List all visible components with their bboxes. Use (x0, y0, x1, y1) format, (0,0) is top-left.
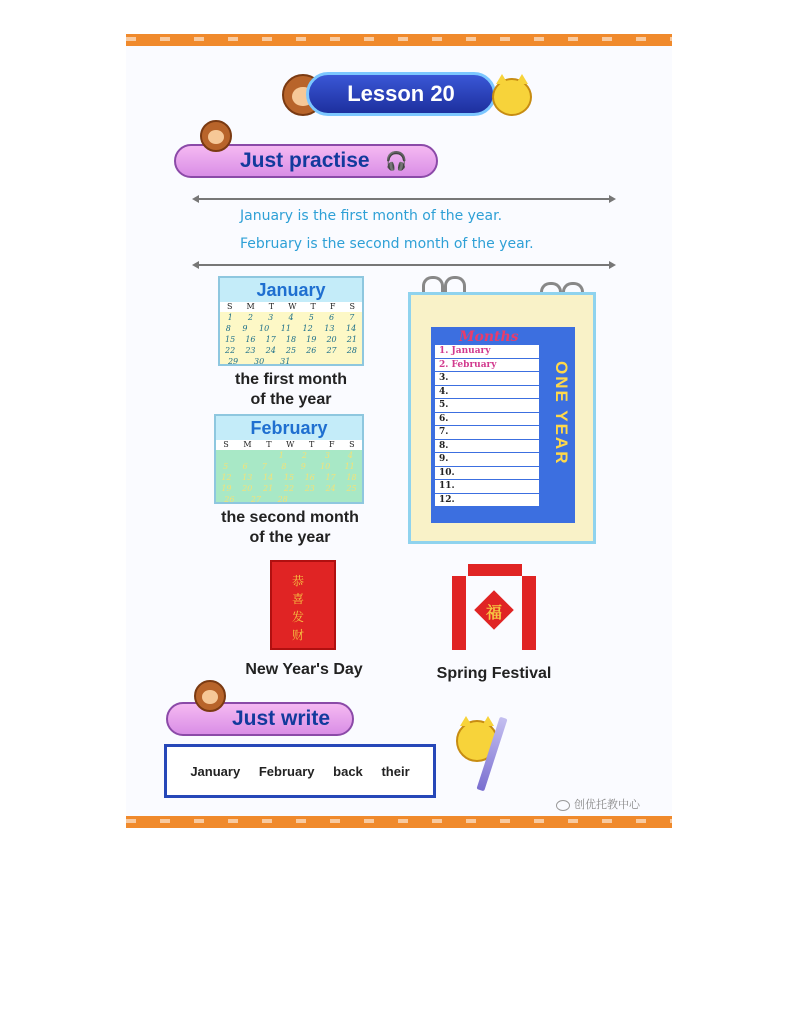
calendar-week: 1 2 3 4 (278, 451, 353, 460)
month-row: 6. (435, 413, 539, 427)
word-january: January (190, 763, 241, 779)
february-calendar (214, 414, 364, 504)
one-year-board (408, 292, 596, 544)
month-row: 11. (435, 480, 539, 494)
month-row: 4. (435, 386, 539, 400)
calendar-week: 5 6 7 8 9 10 11 (223, 462, 355, 471)
calendar-week: 22 23 24 25 26 27 28 (225, 346, 357, 355)
sentence-january: January is the first month of the year. (240, 208, 503, 224)
january-calendar-title: January (220, 278, 362, 302)
month-row: 7. (435, 426, 539, 440)
red-envelope-image: 恭 喜 发 财 (270, 560, 336, 650)
weekday-header: S M T W T F S (220, 302, 362, 312)
calendar-week: 12 13 14 15 16 17 18 (221, 473, 357, 482)
january-calendar (218, 276, 364, 366)
month-row: 3. (435, 372, 539, 386)
headphones-icon: 🎧 (385, 151, 408, 171)
february-calendar-title: February (216, 416, 362, 440)
calendar-week: 15 16 17 18 19 20 21 (225, 335, 357, 344)
just-write-label: Just write (232, 707, 331, 730)
cat-mascot-icon (492, 78, 532, 116)
month-row: 5. (435, 399, 539, 413)
new-years-day-label: New Year's Day (245, 661, 363, 678)
word-back: back (333, 763, 363, 779)
word-box (164, 744, 436, 798)
january-caption: the first month of the year (235, 371, 347, 408)
lesson-title: Lesson 20 (306, 72, 496, 116)
month-row: 12. (435, 494, 539, 508)
just-practise-label: Just practise (240, 149, 370, 172)
one-year-vertical-label: ONE YEAR (552, 361, 571, 466)
bottom-rule (198, 264, 610, 266)
calendar-week: 19 20 21 22 23 24 25 (221, 484, 357, 493)
word-february: February (258, 763, 315, 779)
textbook-page (126, 34, 672, 828)
word-their: their (381, 763, 410, 779)
top-decorative-band (126, 34, 672, 46)
top-rule (198, 198, 610, 200)
calendar-week: 26 27 28 (224, 495, 288, 504)
calendar-week: 29 30 31 (227, 357, 291, 366)
bottom-decorative-band (126, 816, 672, 828)
month-row: 8. (435, 440, 539, 454)
spring-festival-label: Spring Festival (436, 665, 552, 682)
spring-couplets-image: 福 (452, 564, 538, 652)
months-panel (431, 327, 575, 523)
calendar-week: 1 2 3 4 5 6 7 (227, 313, 355, 322)
months-list (435, 345, 539, 507)
month-row: 1. January (435, 345, 539, 359)
month-row: 9. (435, 453, 539, 467)
just-write-heading (166, 702, 354, 736)
month-row: 2. February (435, 359, 539, 373)
weekday-header: S M T W T F S (216, 440, 362, 450)
calendar-week: 8 9 10 11 12 13 14 (225, 324, 357, 333)
watermark: 创优托教中心 (556, 796, 640, 812)
february-caption: the second month of the year (221, 509, 359, 546)
monkey-reading-icon (200, 120, 232, 152)
wechat-icon (556, 800, 570, 811)
months-heading: Months (459, 329, 519, 345)
sentence-february: February is the second month of the year. (240, 236, 534, 252)
monkey-writing-icon (194, 680, 226, 712)
month-row: 10. (435, 467, 539, 481)
